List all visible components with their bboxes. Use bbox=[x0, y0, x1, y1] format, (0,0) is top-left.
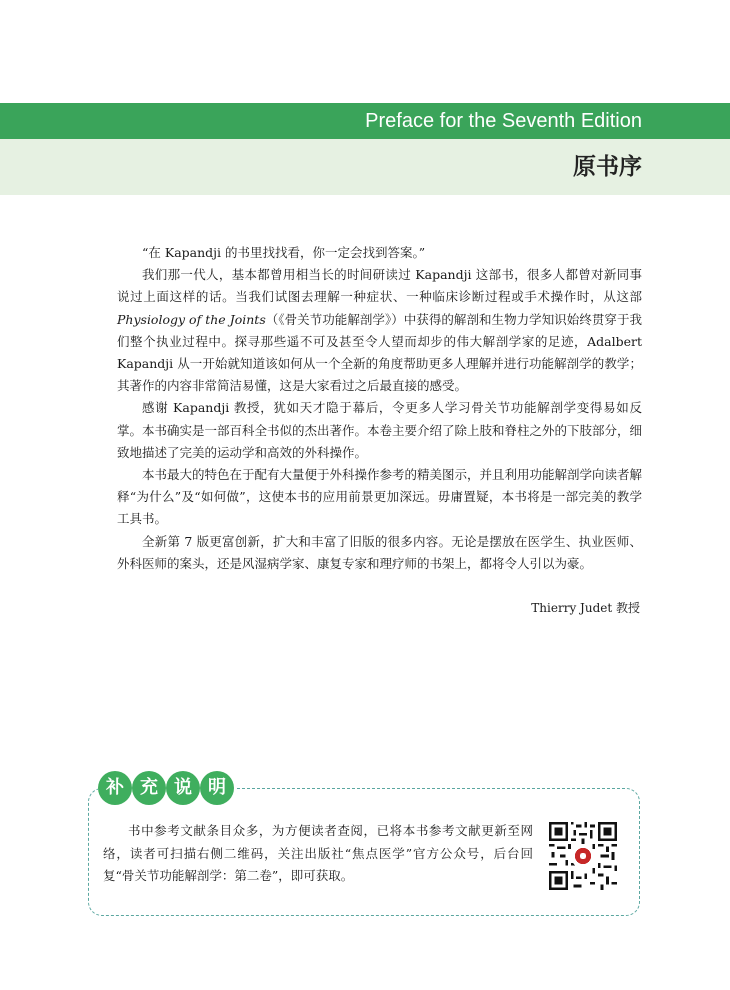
paragraph-quote: “在 Kapandji 的书里找找看，你一定会找到答案。” bbox=[142, 245, 426, 260]
paragraph-generation-part1: 我们那一代人，基本都曾用相当长的时间研读过 Kapandji 这部书，很多人都曾对新同事说过上面这样的话。当我们试图去理解一种症状、一种临床诊断过程或手术操作时，从这部 bbox=[117, 267, 642, 305]
supplementary-note-badge bbox=[98, 771, 236, 805]
badge-char-4: 明 bbox=[200, 771, 234, 805]
paragraph-thanks: 感谢 Kapandji 教授，犹如天才隐于幕后，令更多人学习骨关节功能解剖学变得易如反掌。本书确实是一部百科全书似的杰出著作。本卷主要介绍了除上肢和脊柱之外的下肢部分，细致地描述了完美的运动学和高效的外科操作。 bbox=[117, 400, 643, 460]
book-title-italic: Physiology of the Joints bbox=[117, 311, 266, 327]
paragraph-features: 本书最大的特色在于配有大量便于外科操作参考的精美图示，并且利用功能解剖学向读者解释“为什么”及“如何做”，这使本书的应用前景更加深远。毋庸置疑，本书将是一部完美的教学工具书。 bbox=[117, 467, 643, 527]
badge-char-2: 充 bbox=[132, 771, 166, 805]
preface-body bbox=[117, 242, 642, 575]
badge-char-3: 说 bbox=[166, 771, 200, 805]
qr-code-icon[interactable] bbox=[549, 822, 617, 890]
signature: Thierry Judet 教授 bbox=[531, 601, 640, 615]
note-paragraph: 书中参考文献条目众多，为方便读者查阅，已将本书参考文献更新至网络，读者可扫描右侧二维码，关注出版社“焦点医学”官方公众号，后台回复“骨关节功能解剖学：第二卷”，即可获取。 bbox=[103, 823, 533, 883]
header-title-cn: 原书序 bbox=[573, 153, 642, 180]
header-title-en: Preface for the Seventh Edition bbox=[365, 110, 642, 132]
supplementary-note-text bbox=[103, 820, 533, 888]
paragraph-generation-part2: （《骨关节功能解剖学》）中获得的解剖和生物力学知识始终贯穿于我们整个执业过程中。探寻那些遥不可及甚至令人望而却步的伟大解剖学家的足迹，Adalbert Kapandji 从一开始就知道该如何从一个全新的角度帮助更多人理解并进行功能解剖学的教学；其著作的内容非常简洁易懂，这是大家看过之后最直接的感受。 bbox=[117, 311, 642, 394]
badge-char-1: 补 bbox=[98, 771, 132, 805]
paragraph-generation bbox=[117, 264, 642, 397]
paragraph-new-edition: 全新第 7 版更富创新，扩大和丰富了旧版的很多内容。无论是摆放在医学生、执业医师、外科医师的案头，还是风湿病学家、康复专家和理疗师的书架上，都将令人引以为豪。 bbox=[117, 533, 642, 571]
